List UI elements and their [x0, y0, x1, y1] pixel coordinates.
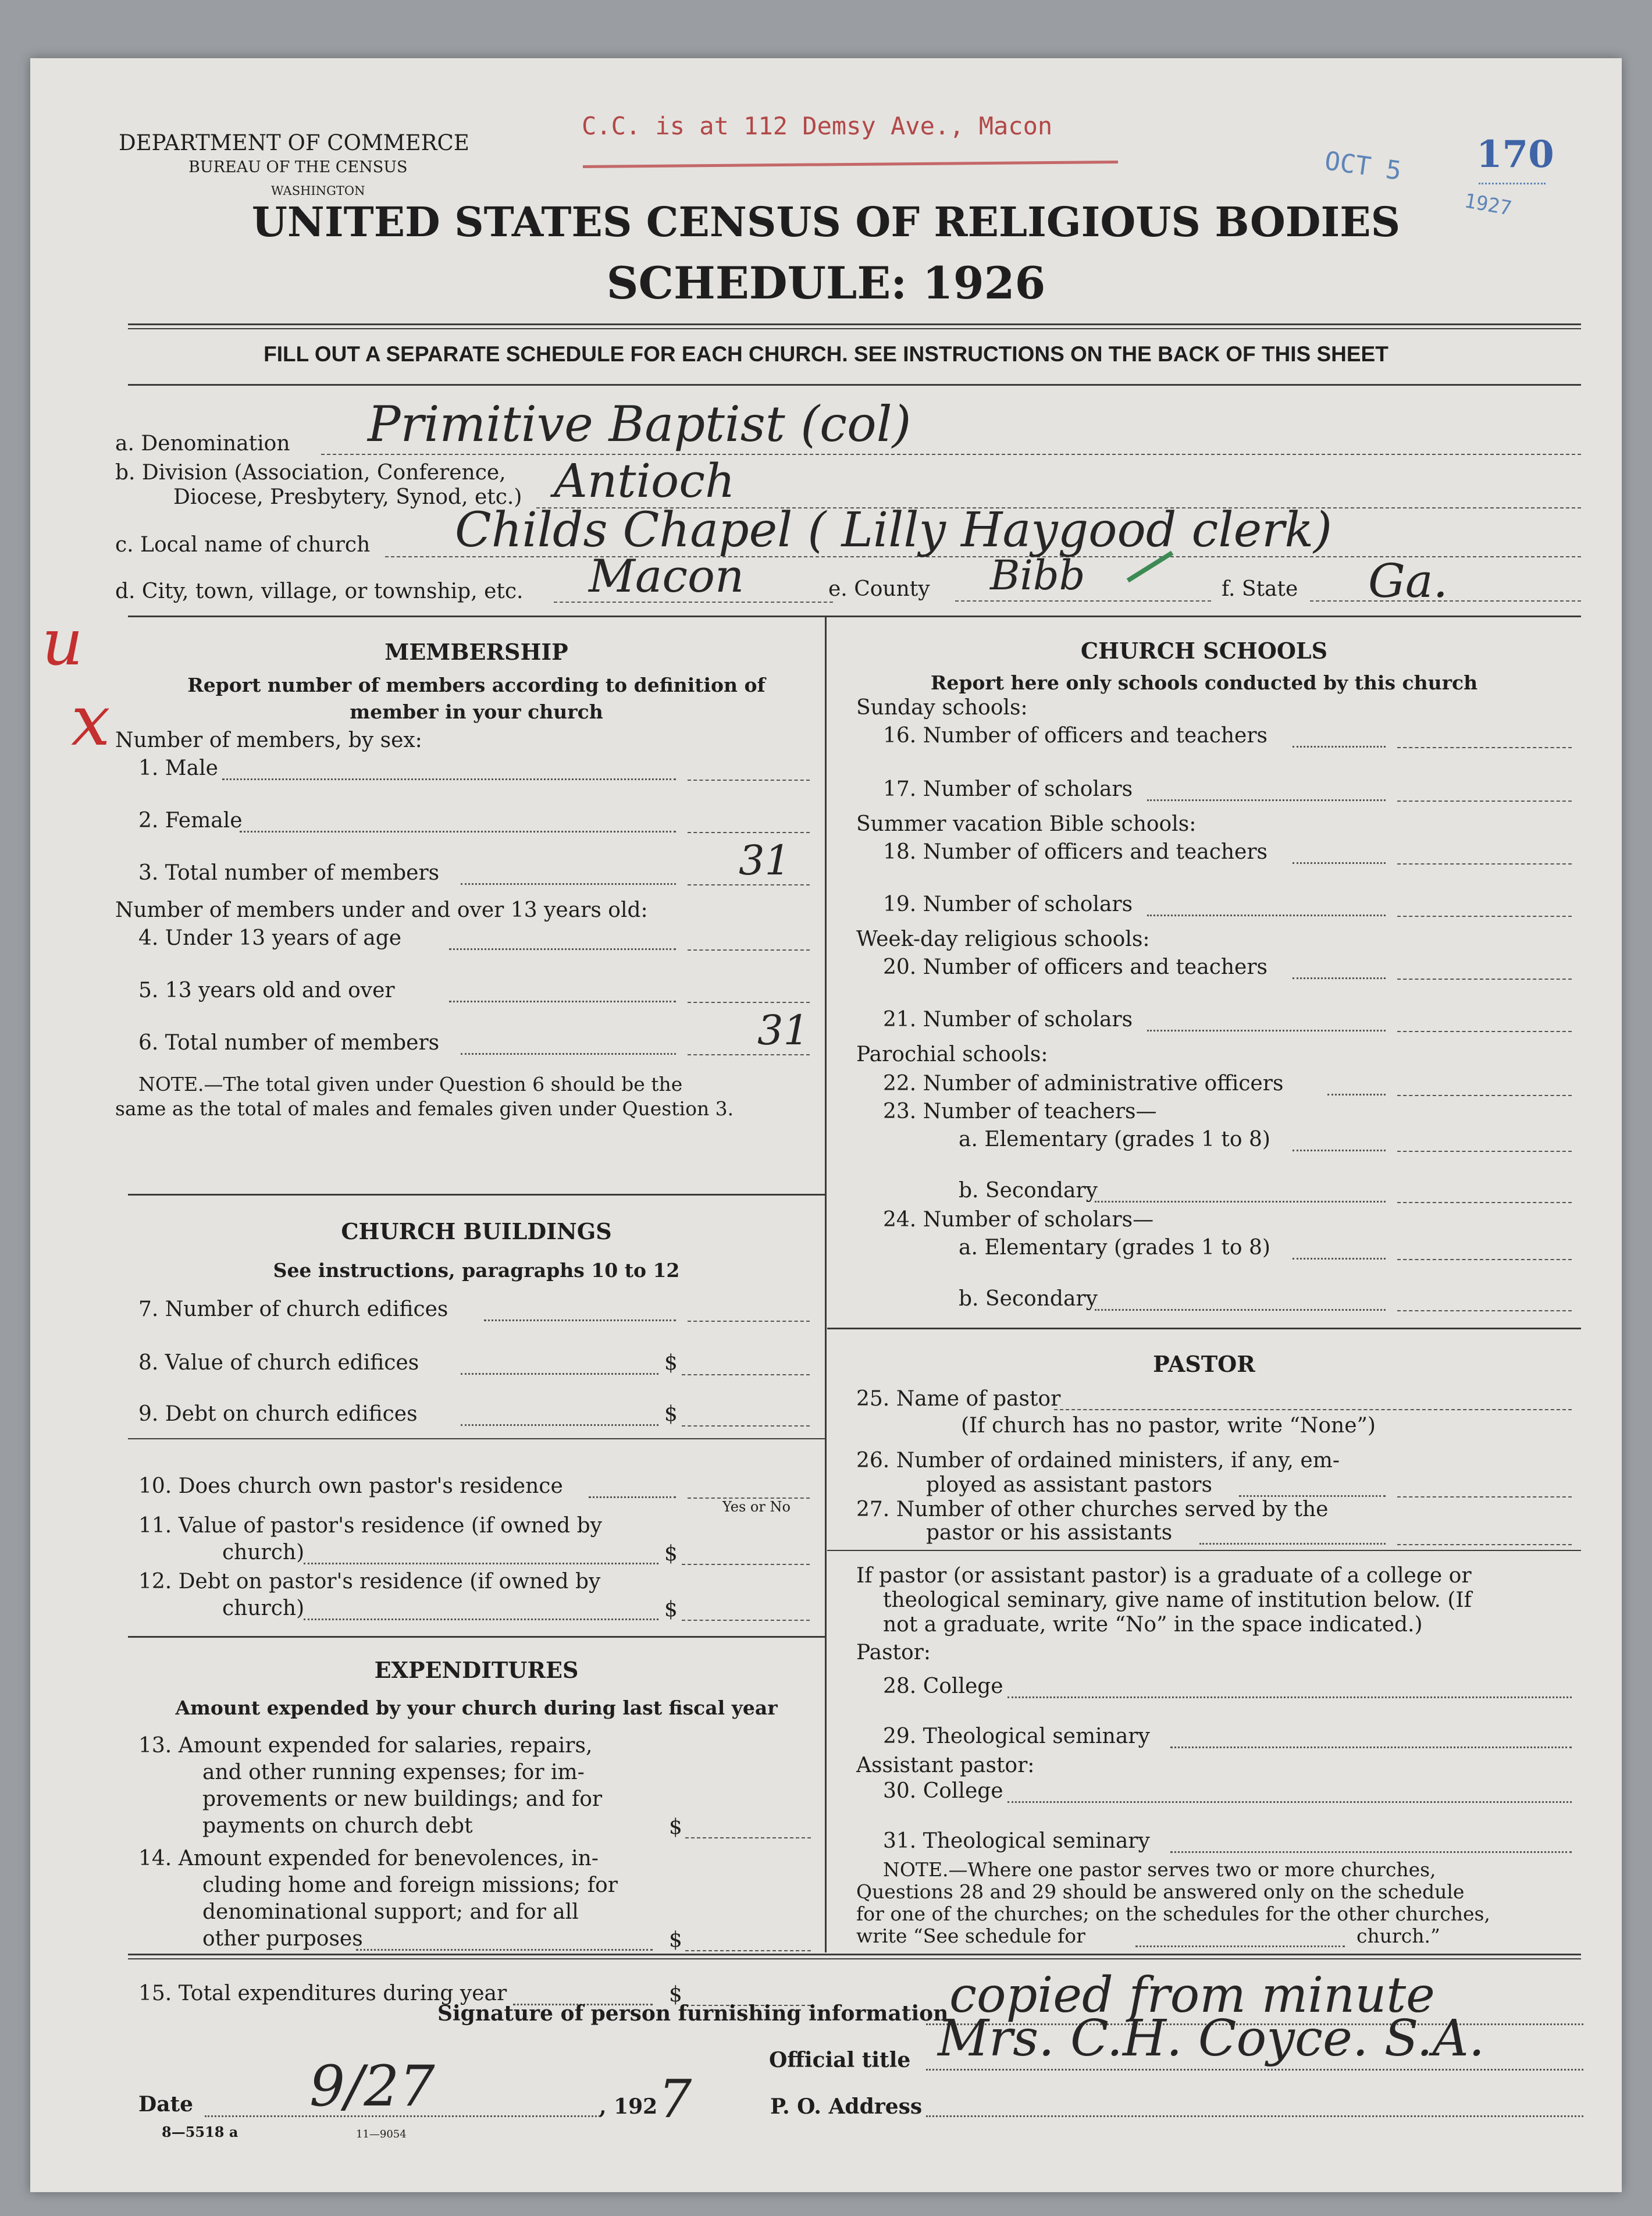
division-label-2: Diocese, Presbytery, Synod, etc.) [173, 485, 522, 509]
q2-female-label: 2. Female [138, 809, 243, 833]
q29-label: 29. Theological seminary [883, 1724, 1150, 1748]
section-rule [128, 616, 1581, 617]
q28-label: 28. College [883, 1674, 1003, 1698]
q13-label-3: provements or new buildings; and for [202, 1787, 603, 1811]
membership-intro-2: member in your church [350, 700, 603, 723]
q11-label-2: church) [222, 1541, 305, 1564]
q16-answer[interactable] [1397, 747, 1572, 748]
county-value[interactable]: Bibb [990, 552, 1085, 599]
q16-label: 16. Number of officers and teachers [883, 724, 1268, 748]
q27-answer[interactable] [1397, 1544, 1572, 1545]
q18-leader [1293, 862, 1386, 864]
q26-label: 26. Number of ordained ministers, if any, em- [856, 1449, 1340, 1472]
q31-label: 31. Theological seminary [883, 1829, 1150, 1853]
q13-answer[interactable] [685, 1837, 811, 1838]
header-rule-top [128, 323, 1581, 325]
q26-leader [1239, 1495, 1386, 1497]
membership-heading: MEMBERSHIP [384, 639, 568, 665]
assistant-subhead: Assistant pastor: [856, 1753, 1035, 1777]
q25-label: 25. Name of pastor [856, 1387, 1061, 1411]
pastor-subhead: Pastor: [856, 1641, 931, 1664]
header-rule-bottom [128, 384, 1581, 386]
county-line[interactable] [955, 600, 1211, 602]
buildings-sub: See instructions, paragraphs 10 to 12 [273, 1259, 680, 1282]
q23a-answer[interactable] [1397, 1151, 1572, 1152]
q22-leader [1327, 1094, 1386, 1095]
q12-dollar: $ [664, 1598, 678, 1621]
q8-label: 8. Value of church edifices [138, 1351, 419, 1375]
q31-leader[interactable] [1170, 1851, 1572, 1853]
q22-answer[interactable] [1397, 1095, 1572, 1096]
po-address-line[interactable] [926, 2115, 1583, 2117]
schools-heading: CHURCH SCHOOLS [1080, 638, 1328, 664]
q6-total-value[interactable]: 31 [757, 1006, 810, 1054]
po-address-label: P. O. Address [770, 2094, 923, 2119]
buildings-rule [128, 1438, 825, 1439]
q18-answer[interactable] [1397, 863, 1572, 865]
q8-answer[interactable] [682, 1374, 810, 1375]
division-value[interactable]: Antioch [554, 454, 735, 508]
q1-male-label: 1. Male [138, 756, 218, 780]
q14-dollar: $ [669, 1928, 682, 1952]
q12-answer[interactable] [682, 1620, 810, 1621]
buildings-heading: CHURCH BUILDINGS [341, 1218, 612, 1244]
q5-leader [449, 1001, 676, 1002]
pastor-note: NOTE.—Where one pastor serves two or more churches, [883, 1858, 1436, 1881]
q9-dollar: $ [664, 1402, 678, 1426]
q25-answer[interactable] [1054, 1409, 1572, 1410]
division-label: b. Division (Association, Conference, [115, 461, 506, 485]
q10-leader [589, 1496, 676, 1498]
q14-label-2: cluding home and foreign missions; for [202, 1873, 618, 1897]
q28-leader[interactable] [1007, 1696, 1572, 1698]
yes-no-hint: Yes or No [722, 1499, 791, 1515]
q4-answer[interactable] [688, 949, 810, 951]
q2-leader [240, 831, 676, 833]
q23b-leader [1095, 1201, 1386, 1203]
pastor-heading: PASTOR [1153, 1351, 1255, 1377]
q1-leader [222, 778, 676, 780]
q3-total-label: 3. Total number of members [138, 861, 440, 885]
q6-leader [461, 1053, 676, 1055]
q13-label-4: payments on church debt [202, 1814, 473, 1838]
q27-leader [1199, 1543, 1386, 1545]
q7-label: 7. Number of church edifices [138, 1297, 448, 1321]
form-title: UNITED STATES CENSUS OF RELIGIOUS BODIES [251, 198, 1401, 246]
q18-label: 18. Number of officers and teachers [883, 840, 1268, 864]
local-name-label: c. Local name of church [115, 533, 371, 557]
denomination-value[interactable]: Primitive Baptist (col) [368, 396, 912, 453]
q27-label: 27. Number of other churches served by the [856, 1498, 1329, 1521]
q12-label: 12. Debt on pastor's residence (if owned by [138, 1570, 601, 1593]
footer-rule-2 [128, 1958, 1581, 1959]
bureau-city: WASHINGTON [271, 184, 365, 198]
q8-leader [461, 1373, 658, 1375]
q19-leader [1147, 915, 1386, 916]
q14-leader [356, 1949, 653, 1951]
schools-sub: Report here only schools conducted by this church [930, 671, 1478, 694]
q9-label: 9. Debt on church edifices [138, 1402, 418, 1426]
pastor-note-blank[interactable] [1135, 1945, 1345, 1947]
official-title-value[interactable]: Mrs. C.H. Coyce. S.A. [938, 2009, 1485, 2068]
q24a-leader [1293, 1258, 1386, 1260]
q3-total-value[interactable]: 31 [739, 837, 791, 884]
membership-note-2: same as the total of males and females given under Question 3. [115, 1097, 734, 1120]
margin-mark-u: u [42, 605, 83, 680]
expenditures-heading: EXPENDITURES [374, 1657, 579, 1683]
q21-answer[interactable] [1397, 1031, 1572, 1032]
form-number: 8—5518 a [162, 2123, 238, 2140]
q24b-label: b. Secondary [959, 1287, 1098, 1311]
q13-dollar: $ [669, 1815, 682, 1839]
q20-label: 20. Number of officers and teachers [883, 955, 1268, 979]
q15-dollar: $ [669, 1983, 682, 2007]
q11-answer[interactable] [682, 1564, 810, 1565]
received-date-stamp: OCT 5 [1323, 146, 1404, 186]
q14-label-4: other purposes [202, 1927, 363, 1951]
received-year-stamp: 1927 [1462, 189, 1514, 220]
by-age-label: Number of members under and over 13 years old: [115, 898, 648, 922]
pastor-note-4: write “See schedule for [856, 1925, 1085, 1947]
q20-leader [1293, 977, 1386, 979]
q7-leader [484, 1319, 676, 1321]
q13-label-2: and other running expenses; for im- [202, 1760, 585, 1784]
state-value[interactable]: Ga. [1368, 554, 1448, 608]
pastor-note-2: Questions 28 and 29 should be answered only on the schedule [856, 1880, 1465, 1903]
parochial-schools-label: Parochial schools: [856, 1043, 1048, 1066]
summer-schools-label: Summer vacation Bible schools: [856, 812, 1197, 836]
buildings-bottom-rule [128, 1636, 825, 1638]
q17-leader [1147, 799, 1386, 801]
membership-note: NOTE.—The total given under Question 6 should be the [138, 1073, 683, 1095]
q24-label: 24. Number of scholars— [883, 1208, 1154, 1232]
signature-label: Signature of person furnishing information [437, 2001, 949, 2026]
red-underline [583, 161, 1118, 168]
date-value[interactable]: 9/27 [309, 2054, 435, 2119]
q14-answer[interactable] [685, 1950, 811, 1951]
membership-rule [128, 1194, 825, 1196]
q11-dollar: $ [664, 1542, 678, 1566]
instructions-line: FILL OUT A SEPARATE SCHEDULE FOR EACH CHURCH. SEE INSTRUCTIONS ON THE BACK OF THIS SHEET [264, 342, 1388, 366]
q21-leader [1147, 1030, 1386, 1031]
q12-label-2: church) [222, 1596, 305, 1620]
q26-label-2: ployed as assistant pastors [926, 1473, 1212, 1497]
official-title-label: Official title [769, 2048, 911, 2072]
q7-answer[interactable] [688, 1321, 810, 1322]
q5-answer[interactable] [688, 1002, 810, 1003]
denomination-line[interactable] [321, 454, 1581, 455]
q22-label: 22. Number of administrative officers [883, 1072, 1284, 1095]
q1-answer[interactable] [688, 780, 810, 781]
graduate-instructions-2: theological seminary, give name of institution below. (If [883, 1588, 1472, 1612]
stamp-underline [1479, 183, 1546, 184]
by-sex-label: Number of members, by sex: [115, 728, 422, 752]
pastor-rule [827, 1550, 1581, 1551]
q23b-answer[interactable] [1397, 1202, 1572, 1203]
graduate-instructions-3: not a graduate, write “No” in the space indicated.) [883, 1613, 1423, 1637]
q14-label-3: denominational support; and for all [202, 1900, 579, 1924]
print-code: 11—9054 [356, 2128, 407, 2140]
q15-label: 15. Total expenditures during year [138, 1982, 507, 2005]
q24a-answer[interactable] [1397, 1259, 1572, 1260]
q26-answer[interactable] [1397, 1496, 1572, 1498]
q11-label: 11. Value of pastor's residence (if owned by [138, 1514, 603, 1538]
q29-leader[interactable] [1170, 1747, 1572, 1748]
q8-dollar: $ [664, 1351, 678, 1375]
sunday-schools-label: Sunday schools: [856, 696, 1028, 720]
q30-label: 30. College [883, 1779, 1003, 1803]
file-number-stamp: 170 [1476, 133, 1554, 176]
q6-answer[interactable] [688, 1054, 810, 1055]
q25-note: (If church has no pastor, write “None”) [961, 1414, 1376, 1438]
denomination-label: a. Denomination [115, 432, 290, 456]
census-schedule-sheet [30, 58, 1622, 2192]
q16-leader [1293, 746, 1386, 748]
q17-label: 17. Number of scholars [883, 777, 1133, 801]
q30-leader[interactable] [1007, 1801, 1572, 1803]
county-label: e. County [828, 577, 930, 601]
q24b-leader [1095, 1309, 1386, 1311]
city-label: d. City, town, village, or township, etc. [115, 579, 524, 603]
pastor-note-5: church.” [1357, 1925, 1440, 1947]
q5-label: 5. 13 years old and over [138, 979, 395, 1002]
q12-leader [304, 1619, 658, 1620]
year-value[interactable]: 7 [658, 2069, 692, 2130]
q23a-leader [1293, 1150, 1386, 1151]
q9-answer[interactable] [682, 1425, 810, 1427]
q20-answer[interactable] [1397, 979, 1572, 980]
q3-answer[interactable] [688, 884, 810, 885]
schools-rule [827, 1328, 1581, 1329]
footer-rule [128, 1954, 1581, 1955]
q10-label: 10. Does church own pastor's residence [138, 1474, 563, 1498]
year-prefix: , 192 [599, 2094, 658, 2119]
q6-label: 6. Total number of members [138, 1031, 440, 1055]
q19-label: 19. Number of scholars [883, 892, 1133, 916]
q27-label-2: pastor or his assistants [926, 1521, 1173, 1545]
q24a-label: a. Elementary (grades 1 to 8) [959, 1236, 1270, 1260]
pastor-note-3: for one of the churches; on the schedules for the other churches, [856, 1902, 1490, 1925]
q19-answer[interactable] [1397, 916, 1572, 917]
q4-label: 4. Under 13 years of age [138, 926, 402, 950]
official-title-line[interactable] [926, 2069, 1583, 2071]
margin-mark-x: x [71, 681, 111, 762]
q9-leader [461, 1424, 658, 1426]
membership-intro: Report number of members according to definition of [187, 674, 766, 696]
q24b-answer[interactable] [1397, 1310, 1572, 1311]
weekday-schools-label: Week-day religious schools: [856, 927, 1150, 951]
q23-label: 23. Number of teachers— [883, 1100, 1157, 1123]
date-label: Date [138, 2092, 194, 2117]
form-subtitle: SCHEDULE: 1926 [606, 257, 1046, 309]
q23a-label: a. Elementary (grades 1 to 8) [959, 1127, 1270, 1151]
signature-value[interactable]: copied from minute [949, 1966, 1435, 2023]
q14-label: 14. Amount expended for benevolences, in- [138, 1847, 599, 1870]
q3-leader [461, 883, 676, 885]
header-rule-top-2 [128, 328, 1581, 329]
graduate-instructions: If pastor (or assistant pastor) is a graduate of a college or [856, 1564, 1472, 1588]
city-value[interactable]: Macon [589, 550, 745, 603]
q2-answer[interactable] [688, 832, 810, 833]
typed-address-note: C.C. is at 112 Demsy Ave., Macon [582, 112, 1053, 140]
department-name: DEPARTMENT OF COMMERCE [119, 130, 469, 155]
q11-leader [304, 1563, 658, 1564]
bureau-name: BUREAU OF THE CENSUS [188, 158, 408, 176]
state-label: f. State [1222, 577, 1298, 601]
q13-label: 13. Amount expended for salaries, repairs, [138, 1734, 593, 1758]
column-divider [825, 616, 827, 1952]
q17-answer[interactable] [1397, 801, 1572, 802]
local-name-value[interactable]: Childs Chapel ( Lilly Haygood clerk) [455, 503, 1333, 558]
expenditures-sub: Amount expended by your church during last fiscal year [175, 1696, 778, 1719]
q21-label: 21. Number of scholars [883, 1008, 1133, 1031]
q23b-label: b. Secondary [959, 1179, 1098, 1203]
q4-leader [449, 948, 676, 950]
